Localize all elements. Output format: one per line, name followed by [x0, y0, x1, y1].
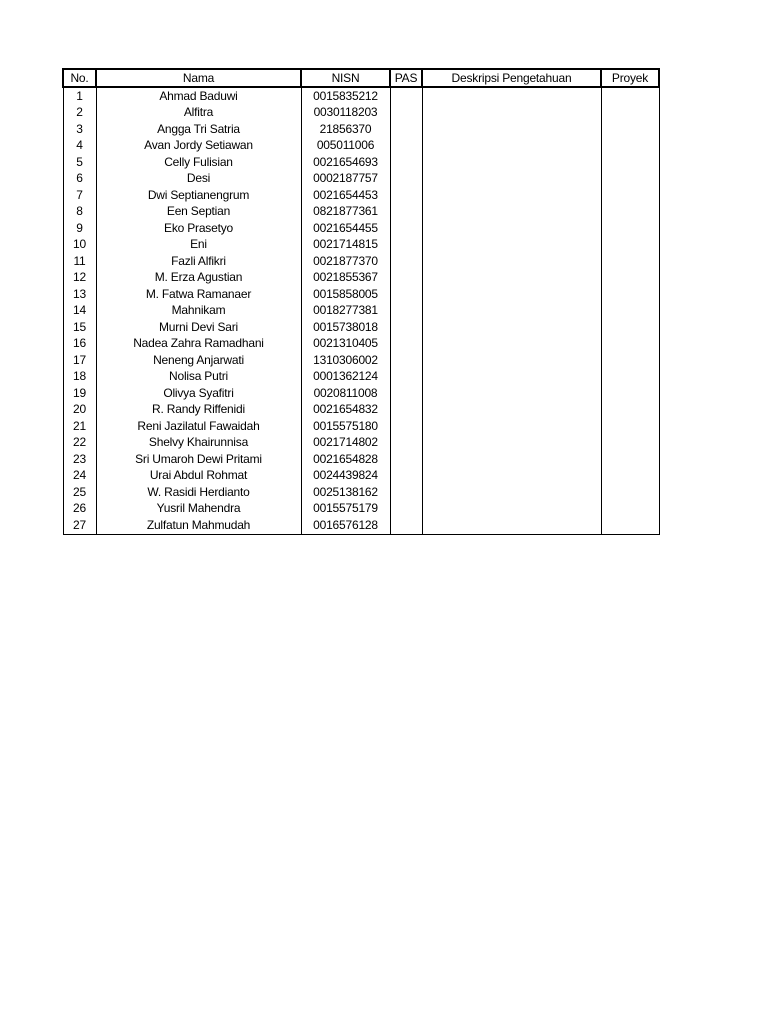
cell-nama: Avan Jordy Setiawan	[96, 138, 301, 155]
cell-nama: Dwi Septianengrum	[96, 187, 301, 204]
cell-pas	[390, 303, 422, 320]
cell-deskripsi	[422, 138, 601, 155]
cell-pas	[390, 385, 422, 402]
cell-no: 13	[63, 286, 96, 303]
table-row	[63, 451, 659, 468]
cell-pas	[390, 253, 422, 270]
header-nisn: NISN	[301, 69, 390, 87]
cell-no: 27	[63, 517, 96, 534]
cell-pas	[390, 468, 422, 485]
student-roster-table	[62, 68, 660, 535]
cell-pas	[390, 418, 422, 435]
table-row	[63, 171, 659, 188]
table-row	[63, 204, 659, 221]
cell-proyek	[601, 286, 659, 303]
cell-nisn: 0021310405	[301, 336, 390, 353]
table-row	[63, 138, 659, 155]
cell-pas	[390, 105, 422, 122]
cell-nama: Ahmad Baduwi	[96, 87, 301, 105]
cell-nama: Mahnikam	[96, 303, 301, 320]
cell-nama: M. Fatwa Ramanaer	[96, 286, 301, 303]
cell-nisn: 0021714802	[301, 435, 390, 452]
cell-proyek	[601, 154, 659, 171]
table-row	[63, 87, 659, 105]
cell-pas	[390, 171, 422, 188]
cell-nisn: 0016576128	[301, 517, 390, 534]
cell-proyek	[601, 220, 659, 237]
cell-pas	[390, 187, 422, 204]
cell-pas	[390, 451, 422, 468]
cell-proyek	[601, 402, 659, 419]
cell-no: 22	[63, 435, 96, 452]
header-pas: PAS	[390, 69, 422, 87]
table-row	[63, 484, 659, 501]
table-row	[63, 385, 659, 402]
table-row	[63, 105, 659, 122]
table-row	[63, 402, 659, 419]
cell-nama: Reni Jazilatul Fawaidah	[96, 418, 301, 435]
cell-nisn: 0015835212	[301, 87, 390, 105]
cell-pas	[390, 402, 422, 419]
cell-no: 11	[63, 253, 96, 270]
cell-deskripsi	[422, 253, 601, 270]
cell-pas	[390, 501, 422, 518]
cell-nisn: 0015575180	[301, 418, 390, 435]
table-row	[63, 270, 659, 287]
cell-deskripsi	[422, 171, 601, 188]
cell-no: 14	[63, 303, 96, 320]
table-row	[63, 154, 659, 171]
cell-no: 8	[63, 204, 96, 221]
cell-deskripsi	[422, 105, 601, 122]
table-row	[63, 319, 659, 336]
header-proyek: Proyek	[601, 69, 659, 87]
cell-no: 9	[63, 220, 96, 237]
cell-nama: M. Erza Agustian	[96, 270, 301, 287]
table-row	[63, 187, 659, 204]
cell-pas	[390, 435, 422, 452]
table-row	[63, 468, 659, 485]
cell-nisn: 0001362124	[301, 369, 390, 386]
table-row	[63, 517, 659, 534]
cell-nisn: 0030118203	[301, 105, 390, 122]
table-row	[63, 253, 659, 270]
cell-pas	[390, 204, 422, 221]
cell-nisn: 0021714815	[301, 237, 390, 254]
cell-pas	[390, 286, 422, 303]
cell-pas	[390, 336, 422, 353]
cell-no: 26	[63, 501, 96, 518]
cell-deskripsi	[422, 286, 601, 303]
cell-no: 12	[63, 270, 96, 287]
cell-nisn: 005011006	[301, 138, 390, 155]
cell-proyek	[601, 105, 659, 122]
cell-deskripsi	[422, 501, 601, 518]
cell-deskripsi	[422, 451, 601, 468]
cell-nama: Desi	[96, 171, 301, 188]
cell-nama: R. Randy Riffenidi	[96, 402, 301, 419]
table-row	[63, 220, 659, 237]
cell-proyek	[601, 501, 659, 518]
cell-no: 10	[63, 237, 96, 254]
cell-proyek	[601, 517, 659, 534]
cell-deskripsi	[422, 187, 601, 204]
cell-nisn: 0821877361	[301, 204, 390, 221]
cell-pas	[390, 517, 422, 534]
header-nama: Nama	[96, 69, 301, 87]
cell-nisn: 0021654828	[301, 451, 390, 468]
cell-nama: Neneng Anjarwati	[96, 352, 301, 369]
cell-nama: Olivya Syafitri	[96, 385, 301, 402]
cell-no: 25	[63, 484, 96, 501]
cell-nama: Eni	[96, 237, 301, 254]
cell-deskripsi	[422, 468, 601, 485]
cell-nisn: 0021877370	[301, 253, 390, 270]
cell-proyek	[601, 270, 659, 287]
cell-pas	[390, 154, 422, 171]
header-row	[63, 69, 659, 87]
table-row	[63, 501, 659, 518]
cell-nisn: 1310306002	[301, 352, 390, 369]
cell-deskripsi	[422, 517, 601, 534]
cell-proyek	[601, 253, 659, 270]
table-row	[63, 369, 659, 386]
cell-proyek	[601, 204, 659, 221]
cell-pas	[390, 138, 422, 155]
cell-deskripsi	[422, 121, 601, 138]
cell-nama: Nadea Zahra Ramadhani	[96, 336, 301, 353]
cell-nama: Yusril Mahendra	[96, 501, 301, 518]
cell-deskripsi	[422, 270, 601, 287]
cell-nisn: 0002187757	[301, 171, 390, 188]
cell-deskripsi	[422, 204, 601, 221]
table-row	[63, 352, 659, 369]
cell-nama: Celly Fulisian	[96, 154, 301, 171]
cell-no: 24	[63, 468, 96, 485]
cell-nama: Urai Abdul Rohmat	[96, 468, 301, 485]
cell-nama: Fazli Alfikri	[96, 253, 301, 270]
cell-no: 17	[63, 352, 96, 369]
cell-nama: Sri Umaroh Dewi Pritami	[96, 451, 301, 468]
cell-nama: Eko Prasetyo	[96, 220, 301, 237]
cell-nisn: 0021654832	[301, 402, 390, 419]
cell-proyek	[601, 352, 659, 369]
cell-no: 18	[63, 369, 96, 386]
cell-deskripsi	[422, 319, 601, 336]
cell-nisn: 0021654693	[301, 154, 390, 171]
table-row	[63, 286, 659, 303]
cell-proyek	[601, 87, 659, 105]
cell-nama: Zulfatun Mahmudah	[96, 517, 301, 534]
cell-proyek	[601, 468, 659, 485]
cell-pas	[390, 319, 422, 336]
cell-nama: Nolisa Putri	[96, 369, 301, 386]
cell-no: 23	[63, 451, 96, 468]
cell-nisn: 0021855367	[301, 270, 390, 287]
cell-nama: Een Septian	[96, 204, 301, 221]
cell-proyek	[601, 435, 659, 452]
cell-deskripsi	[422, 418, 601, 435]
cell-deskripsi	[422, 435, 601, 452]
cell-deskripsi	[422, 303, 601, 320]
cell-nisn: 21856370	[301, 121, 390, 138]
table-row	[63, 303, 659, 320]
cell-no: 2	[63, 105, 96, 122]
cell-deskripsi	[422, 402, 601, 419]
cell-proyek	[601, 187, 659, 204]
cell-deskripsi	[422, 484, 601, 501]
header-deskripsi: Deskripsi Pengetahuan	[422, 69, 601, 87]
cell-deskripsi	[422, 237, 601, 254]
cell-no: 1	[63, 87, 96, 105]
cell-proyek	[601, 336, 659, 353]
cell-deskripsi	[422, 369, 601, 386]
cell-deskripsi	[422, 336, 601, 353]
cell-proyek	[601, 303, 659, 320]
cell-proyek	[601, 418, 659, 435]
table-row	[63, 237, 659, 254]
cell-no: 20	[63, 402, 96, 419]
cell-proyek	[601, 138, 659, 155]
cell-no: 19	[63, 385, 96, 402]
cell-nama: Shelvy Khairunnisa	[96, 435, 301, 452]
cell-nama: Alfitra	[96, 105, 301, 122]
cell-pas	[390, 121, 422, 138]
cell-nama: W. Rasidi Herdianto	[96, 484, 301, 501]
cell-pas	[390, 352, 422, 369]
cell-nisn: 0018277381	[301, 303, 390, 320]
table-row	[63, 121, 659, 138]
cell-no: 6	[63, 171, 96, 188]
table-row	[63, 418, 659, 435]
cell-nisn: 0015575179	[301, 501, 390, 518]
cell-no: 3	[63, 121, 96, 138]
cell-no: 4	[63, 138, 96, 155]
cell-pas	[390, 484, 422, 501]
cell-nama: Angga Tri Satria	[96, 121, 301, 138]
cell-proyek	[601, 237, 659, 254]
cell-no: 5	[63, 154, 96, 171]
cell-deskripsi	[422, 220, 601, 237]
cell-nisn: 0015858005	[301, 286, 390, 303]
cell-no: 16	[63, 336, 96, 353]
cell-nisn: 0020811008	[301, 385, 390, 402]
cell-pas	[390, 270, 422, 287]
roster-body	[63, 87, 659, 534]
cell-pas	[390, 220, 422, 237]
cell-pas	[390, 237, 422, 254]
cell-deskripsi	[422, 87, 601, 105]
header-no: No.	[63, 69, 96, 87]
cell-pas	[390, 87, 422, 105]
cell-deskripsi	[422, 385, 601, 402]
cell-no: 21	[63, 418, 96, 435]
cell-proyek	[601, 385, 659, 402]
table-row	[63, 435, 659, 452]
cell-proyek	[601, 451, 659, 468]
cell-proyek	[601, 369, 659, 386]
cell-proyek	[601, 484, 659, 501]
cell-proyek	[601, 121, 659, 138]
table-row	[63, 336, 659, 353]
cell-deskripsi	[422, 352, 601, 369]
cell-nisn: 0021654453	[301, 187, 390, 204]
cell-nama: Murni Devi Sari	[96, 319, 301, 336]
cell-nisn: 0024439824	[301, 468, 390, 485]
cell-nisn: 0021654455	[301, 220, 390, 237]
cell-proyek	[601, 319, 659, 336]
cell-no: 7	[63, 187, 96, 204]
cell-proyek	[601, 171, 659, 188]
cell-pas	[390, 369, 422, 386]
cell-nisn: 0015738018	[301, 319, 390, 336]
cell-nisn: 0025138162	[301, 484, 390, 501]
cell-deskripsi	[422, 154, 601, 171]
cell-no: 15	[63, 319, 96, 336]
